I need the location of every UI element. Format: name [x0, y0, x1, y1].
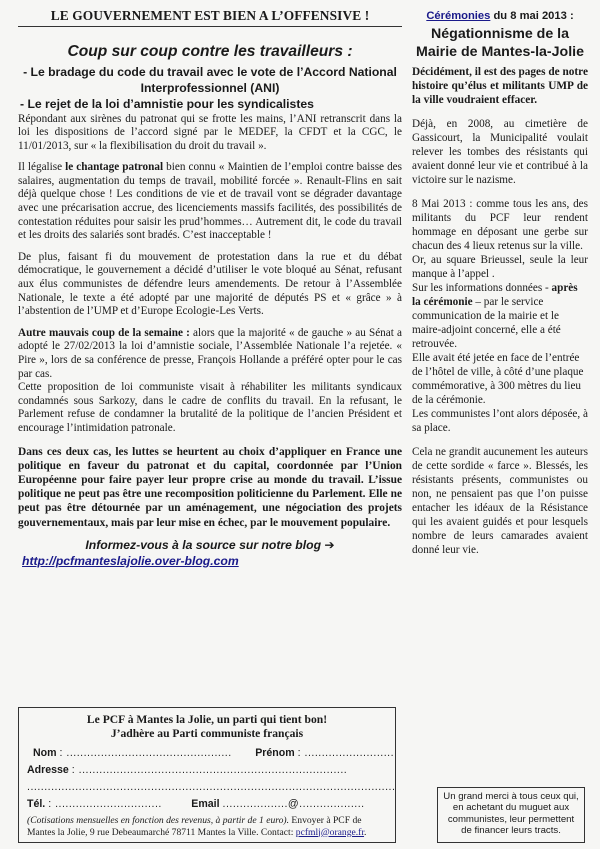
side-article: [412, 10, 588, 557]
headline: Coup sur coup contre les travailleurs :: [67, 43, 353, 60]
form-footnote: [27, 815, 387, 838]
side-paragraph-jetee: Elle avait été jetée en face de l’entrée de l’hôtel de ville, à côté d’une plaque commémorative, à 300 mètres du lieu de la cérémonie.: [412, 352, 584, 406]
side-lead: Décidément, il est des pages de notre histoire qu’élus et militants UMP de la ville voudraient effacer.: [412, 66, 588, 106]
blog-invitation: Informez-vous à la source sur notre blog ➔: [85, 537, 335, 552]
membership-form: [18, 707, 396, 843]
nom-label: Nom: [33, 747, 57, 759]
adresse-field[interactable]: : ..............................................................................: [71, 764, 348, 776]
main-article: [18, 8, 402, 568]
text-span: bien connu « Maintien de l’emploi contre baisse des salaires, augmentation du temps de travail, mobilité forcée ». Renault-Flins en sait déjà quelque chose ! Les conditions de vie et de travail vont se dégrader davantage avec une précarisation accrue, des licenciements massifs facilités, des possibilités de contestation réduites pour saisir les prud’hommes… Autrement dit, le code du travail et les droits des salariés sont bradés. C’est inacceptable !: [18, 161, 402, 242]
side-title: Négationnisme de la Mairie de Mantes-la-Jolie: [416, 26, 584, 60]
subheading-ani: - Le bradage du code du travail avec le vote de l’Accord National Interprofessionnel (ANI): [23, 65, 397, 95]
prenom-field[interactable]: : ..........................: [297, 747, 395, 759]
email-field[interactable]: ...................@...................: [222, 798, 365, 810]
paragraph-chantage: [18, 161, 402, 243]
paragraph-ani: Répondant aux sirènes du patronat qui se frotte les mains, l’ANI retranscrit dans la loi les dispositions de l’accord signé par le MEDEF, la CFDT et la CGC, le 11/01/2013, sur « la flexibilisation du droit du travail ».: [18, 112, 402, 152]
text-bold: le chantage patronal: [65, 161, 164, 174]
side-paragraph-farce: Cela ne grandit aucunement les auteurs de cette sordide « farce ». Blessés, les résistants présents, communistes ou non, ne pensaient pas que l’on puisse entacher les idéaux de la Résistance qui les avaient guidés et pour lesquels nombre de leurs camarades avaient donné leur vie.: [412, 446, 588, 556]
side-paragraph-deposee: Les communistes l’ont alors déposée, à sa place.: [412, 408, 588, 434]
banner-title: LE GOUVERNEMENT EST BIEN A L’OFFENSIVE !: [18, 8, 402, 27]
contact-email-link[interactable]: pcfmlj@orange.fr: [295, 826, 365, 838]
text-italic: (Cotisations mensuelles en fonction des revenus, à partir de 1 euro).: [27, 815, 290, 826]
adresse-field-2[interactable]: ...........................................................................................................: [27, 781, 396, 793]
contact-row: [27, 797, 387, 811]
text-bold: après la cérémonie: [412, 282, 578, 308]
tel-field[interactable]: : ...............................: [48, 798, 162, 810]
text-span: .: [364, 826, 367, 838]
address-row-2: [27, 780, 396, 794]
address-row: [27, 763, 387, 777]
side-paragraph-2008: Déjà, en 2008, au cimetière de Gassicourt, la Municipalité voulait relever les tombes des résistants qui avaient donné leur vie et contribué à la victoire sur le nazisme.: [412, 118, 588, 186]
thanks-box: Un grand merci à tous ceux qui, en achetant du muguet aux communistes, leur permettent de financer leurs tracts.: [437, 787, 585, 843]
side-header: [412, 10, 588, 22]
text-span: alors que la majorité « de gauche » au Sénat a adopté le 27/02/2013 la loi d’amnistie sociale, l’Assemblée Nationale l’a rejetée. « Pire », lors de sa conférence de presse, François Hollande a préféré opter pour le cas par cas.: [18, 326, 403, 380]
text-span: – par le service communication de la mairie et le maire-adjoint concerné, elle a été retrouvée.: [412, 296, 561, 350]
subheading-amnistie: - Le rejet de la loi d’amnistie pour les syndicalistes: [20, 97, 314, 111]
form-subtitle: J’adhère au Parti communiste français: [110, 727, 304, 740]
text-span: Envoyer à PCF de Mantes la Jolie, 9 rue Debeaumarché 78711 Mantes la Ville. Contact:: [27, 815, 362, 838]
tel-label: Tél.: [27, 798, 46, 810]
side-paragraph-8mai: 8 Mai 2013 : comme tous les ans, des militants du PCF leur rendent hommage en déposant une gerbe sur chacun des 4 lieux retenus sur la ville.: [412, 198, 588, 252]
nom-field[interactable]: : ................................................: [59, 747, 232, 759]
side-paragraph-informations: [412, 281, 588, 351]
form-title: Le PCF à Mantes la Jolie, un parti qui tient bon!: [86, 713, 328, 726]
paragraph-senat: De plus, faisant fi du mouvement de protestation dans la rue et du débat démocratique, le gouvernement a décidé d’utiliser le vote bloqué au Sénat, refusant aux élus communistes de défendre leurs amendements. De retour à l’Assemblée Nationale, le texte a été adopté par une majorité de députés PS et « grâce » à l’abstention de l’UMP et d’Europe Ecologie-Les Verts.: [18, 250, 402, 318]
ceremonies-label: Cérémonies: [426, 10, 491, 22]
paragraph-proposition: Cette proposition de loi communiste visait à réhabiliter les militants syndicaux condamnés sous Sarkozy, dans le cadre de conflits du travail. En la refusant, le Parlement refuse de condamner la brutalité de la politique de l’ancien Président et encourage l’intimidation patronale.: [18, 381, 402, 434]
adresse-label: Adresse: [27, 764, 69, 776]
blog-link[interactable]: http://pcfmanteslajolie.over-blog.com: [22, 553, 239, 568]
text-span: Sur les informations données -: [412, 282, 552, 294]
side-paragraph-brieussel: Or, au square Brieussel, seule la leur manque à l’appel .: [412, 254, 588, 280]
date-label: du 8 mai 2013 :: [490, 10, 574, 22]
prenom-label: Prénom: [255, 747, 295, 759]
text-bold: Autre mauvais coup de la semaine :: [18, 326, 190, 339]
text-span: Il légalise: [18, 161, 66, 174]
name-row: [27, 746, 395, 760]
email-label: Email: [191, 798, 220, 810]
paragraph-amnistie: [18, 327, 402, 381]
paragraph-conclusion: Dans ces deux cas, les luttes se heurtent au choix d’appliquer en France une politique en faveur du patronat et du capital, coordonnée par l’Union Européenne pour faire payer leur propre crise au monde du travail. L’issue politique ne peut pas être une recomposition politicienne du Parlement. Elle ne peut pas être détournée par un aménagement, une négociation des projets gouvernementaux, mais par leur mise en échec, par le mouvement populaire.: [18, 445, 402, 529]
